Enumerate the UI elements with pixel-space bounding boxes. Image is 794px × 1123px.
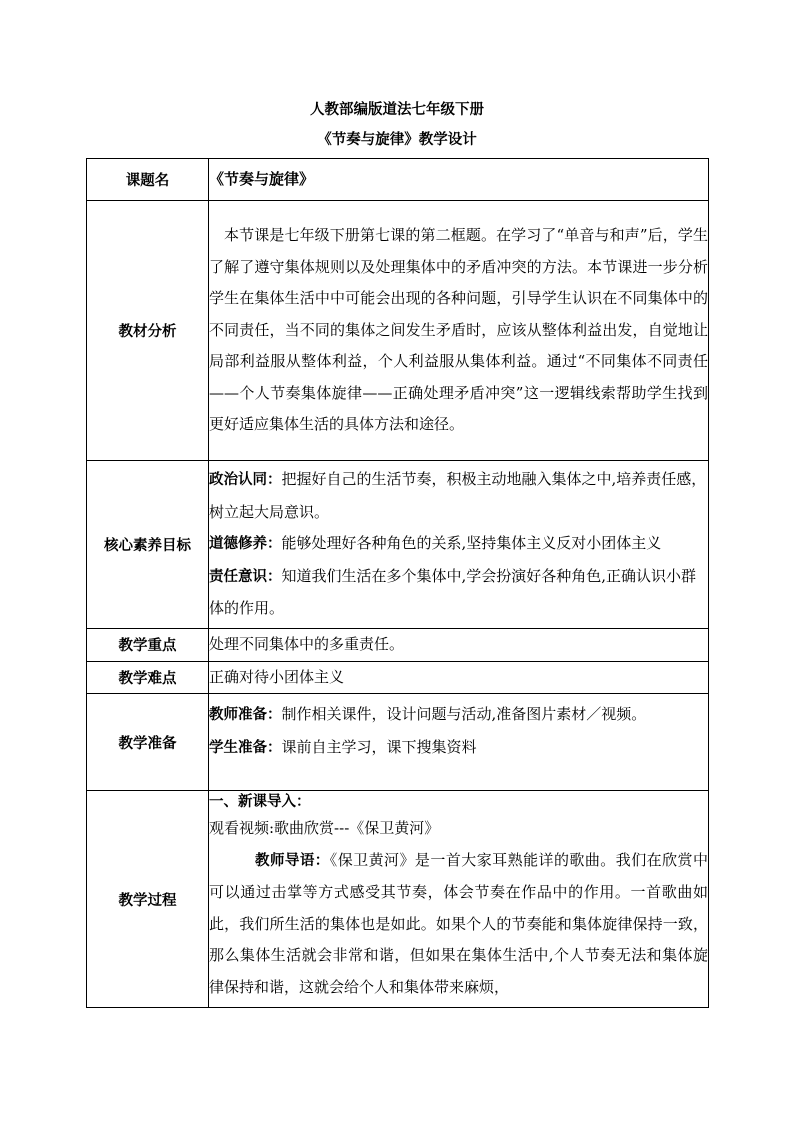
teacher-preparation xyxy=(209,699,708,732)
process-guide xyxy=(209,845,708,1004)
topic-label: 课题名 xyxy=(87,159,209,201)
document-subtitle: 《节奏与旋律》教学设计 xyxy=(317,132,477,148)
table-row xyxy=(87,694,709,791)
teacher-preparation-title: 教师准备： xyxy=(209,707,282,723)
student-preparation-title: 学生准备： xyxy=(209,739,282,756)
difficulty-value: 正确对待小团体主义 xyxy=(209,661,709,694)
process-label: 教学过程 xyxy=(87,791,209,1008)
student-preparation xyxy=(209,732,708,765)
key-point-value: 处理不同集体中的多重责任。 xyxy=(209,629,709,662)
table-row xyxy=(87,201,709,461)
literacy-item xyxy=(209,561,708,625)
topic-value: 《节奏与旋律》 xyxy=(209,159,709,201)
analysis-label: 教材分析 xyxy=(87,201,209,461)
table-row xyxy=(87,629,709,662)
literacy-item xyxy=(209,464,708,528)
teacher-preparation-text: 制作相关课件，设计问题与活动,准备图片素材／视频。 xyxy=(281,705,647,723)
process-section-title: 一、新课导入： xyxy=(209,794,311,810)
literacy-item-title: 道德修养： xyxy=(209,536,282,553)
literacy-label: 核心素养目标 xyxy=(87,461,209,629)
document-title: 人教部编版道法七年级下册 xyxy=(310,102,484,118)
literacy-item-text: 知道我们生活在多个集体中,学会扮演好各种角色,正确认识小群体的作用。 xyxy=(209,566,697,618)
table-row xyxy=(87,461,709,629)
difficulty-label: 教学难点 xyxy=(87,661,209,694)
lesson-plan-table xyxy=(86,158,709,1008)
literacy-item-text: 把握好自己的生活节奏，积极主动地融入集体之中,培养责任感，树立起大局意识。 xyxy=(209,470,707,521)
table-row xyxy=(87,661,709,694)
student-preparation-text: 课前自主学习，课下搜集资料 xyxy=(281,737,477,756)
process-guide-title: 教师导语： xyxy=(255,852,330,869)
literacy-item-text: 能够处理好各种角色的关系,坚持集体主义反对小团体主义 xyxy=(281,534,662,553)
literacy-item-title: 政治认同： xyxy=(209,472,282,489)
analysis-text: 本节课是七年级下册第七课的第二框题。在学习了“单音与和声”后，学生了解了遵守集体规则以及处理集体中的矛盾冲突的方法。本节课进一步分析学生在集体生活中中可能会出现的各种问题，引导学生认识在不同集体中的不同责任，当不同的集体之间发生矛盾时，应该从整体利益出发，自觉地让局部利益服从整体利益，个人利益服从集体利益。通过“不同集体不同责任——个人节奏集体旋律——正确处理矛盾冲突”这一逻辑线索帮助学生找到更好适应集体生活的具体方法和途径。 xyxy=(209,226,708,434)
table-row xyxy=(87,791,709,1008)
process-guide-text: 《保卫黄河》是一首大家耳熟能详的歌曲。我们在欣赏中可以通过击掌等方式感受其节奏，体会节奏在作品中的作用。一首歌曲如此，我们所生活的集体也是如此。如果个人的节奏能和集体旋律保持一致，那么集体生活就会非常和谐，但如果在集体生活中,个人节奏无法和集体旋律保持和谐，这就会给个人和集体带来麻烦， xyxy=(209,850,708,996)
literacy-item-title: 责任意识： xyxy=(209,568,282,585)
preparation-label: 教学准备 xyxy=(87,694,209,791)
literacy-item xyxy=(209,528,708,561)
process-video-line: 观看视频:歌曲欣赏---《保卫黄河》 xyxy=(209,819,440,837)
table-row xyxy=(87,159,709,201)
key-point-label: 教学重点 xyxy=(87,629,209,662)
